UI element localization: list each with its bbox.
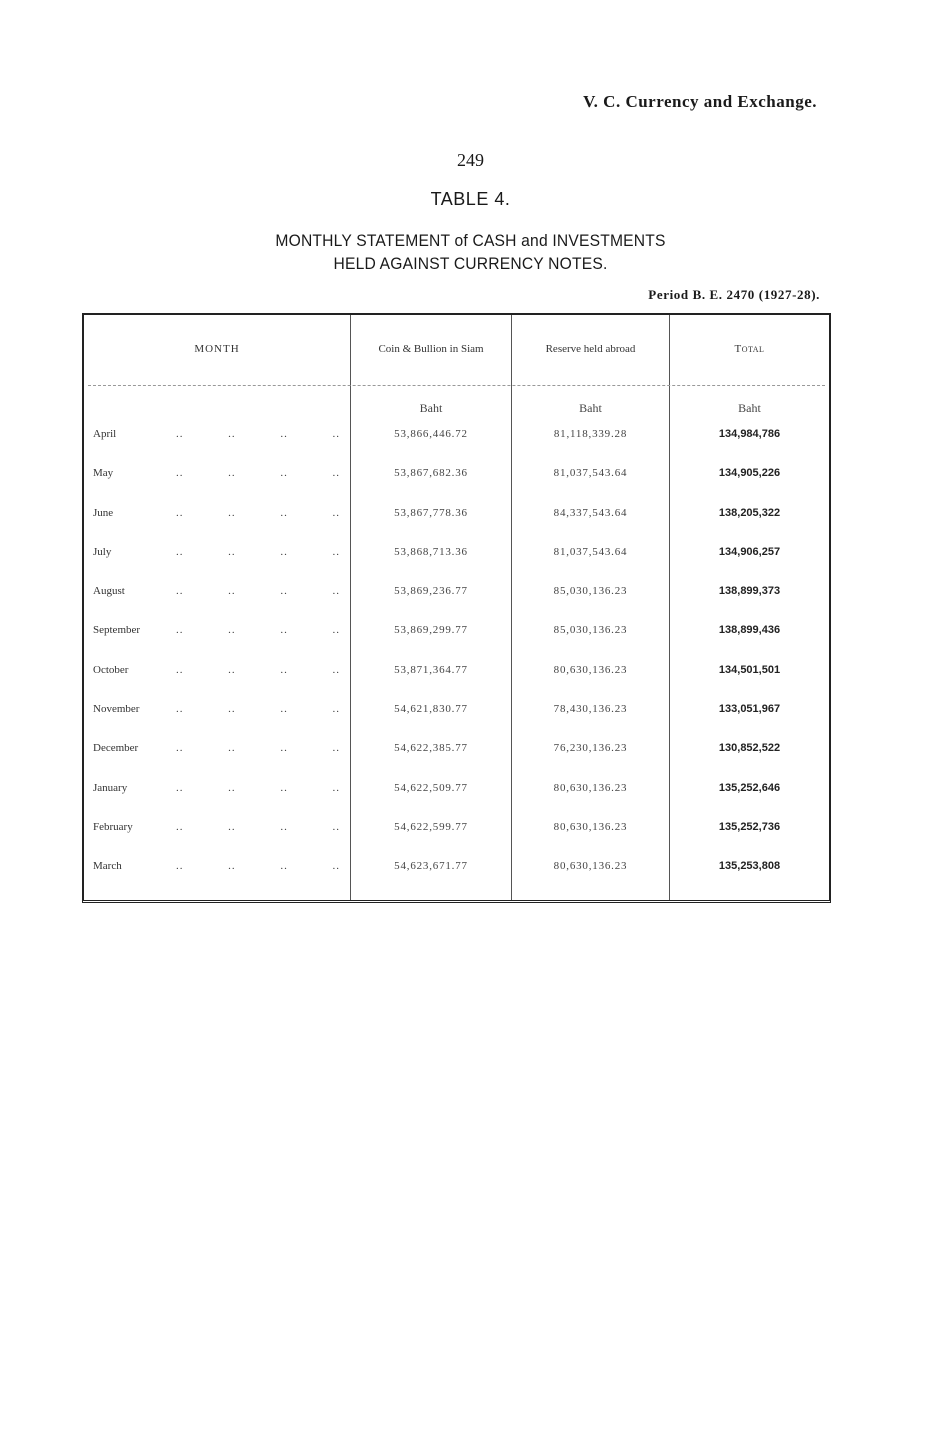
leader-dots: .. .. .. .. — [176, 428, 340, 440]
coin-cell: 53,868,713.36 — [394, 545, 468, 558]
reserve-cell: 80,630,136.23 — [553, 820, 628, 833]
coin-cell: 54,622,599.77 — [394, 820, 468, 833]
month-cell: June — [93, 506, 114, 519]
total-cell: 134,501,501 — [718, 663, 781, 676]
leader-dots: .. .. .. .. — [176, 742, 340, 755]
table-row — [84, 463, 829, 502]
coin-cell: 53,866,446.72 — [394, 428, 468, 440]
leader-dots: .. .. .. .. — [176, 703, 340, 716]
reserve-cell: 81,118,339.28 — [553, 428, 628, 440]
leader-dots: .. .. .. .. — [176, 467, 340, 480]
coin-cell: 53,869,299.77 — [394, 624, 468, 637]
header-divider — [88, 385, 825, 386]
unit-label-total: Baht — [738, 401, 761, 415]
total-cell: 133,051,967 — [718, 703, 781, 716]
column-header-coin: Coin & Bullion in Siam — [378, 343, 484, 355]
subtitle-line-1: MONTHLY STATEMENT of CASH and INVESTMENTS — [275, 231, 666, 250]
column-header-total: Total — [734, 343, 765, 355]
column-header-reserve: Reserve held abroad — [545, 343, 636, 355]
table-title: TABLE 4. — [430, 189, 511, 209]
reserve-cell: 84,337,543.64 — [553, 506, 628, 519]
coin-cell: 53,871,364.77 — [394, 663, 468, 676]
reserve-cell: 78,430,136.23 — [553, 703, 628, 716]
coin-cell: 54,621,830.77 — [394, 703, 468, 716]
leader-dots: .. .. .. .. — [176, 820, 340, 833]
month-cell: December — [93, 742, 139, 755]
month-cell: May — [93, 467, 114, 480]
table-row — [84, 778, 829, 817]
table-row — [84, 856, 829, 895]
month-cell: September — [93, 624, 141, 637]
leader-dots: .. .. .. .. — [176, 781, 340, 794]
coin-cell: 54,622,509.77 — [394, 781, 468, 794]
total-cell: 138,205,322 — [718, 506, 781, 519]
leader-dots: .. .. .. .. — [176, 663, 340, 676]
subtitle-line-2: HELD AGAINST CURRENCY NOTES. — [333, 254, 608, 273]
table-row — [84, 424, 829, 463]
table-row — [84, 503, 829, 542]
unit-label-reserve: Baht — [579, 401, 602, 415]
coin-cell: 53,867,682.36 — [394, 467, 468, 480]
coin-cell: 53,867,778.36 — [394, 506, 468, 519]
table-row — [84, 738, 829, 777]
month-cell: August — [93, 585, 125, 598]
total-cell: 138,899,436 — [718, 624, 781, 637]
month-cell: January — [93, 781, 128, 794]
reserve-cell: 85,030,136.23 — [553, 585, 628, 598]
table-row — [84, 817, 829, 856]
total-cell: 130,852,522 — [718, 742, 781, 755]
leader-dots: .. .. .. .. — [176, 506, 340, 519]
period-label: Period B. E. 2470 (1927-28). — [648, 287, 820, 302]
table-row — [84, 542, 829, 581]
reserve-cell: 76,230,136.23 — [553, 742, 628, 755]
month-cell: July — [93, 545, 112, 558]
leader-dots: .. .. .. .. — [176, 624, 340, 637]
table-row — [84, 660, 829, 699]
leader-dots: .. .. .. .. — [176, 860, 340, 873]
table-row — [84, 581, 829, 620]
month-cell: April — [93, 428, 117, 440]
total-cell: 134,905,226 — [718, 467, 781, 480]
month-cell: February — [93, 820, 133, 833]
total-cell: 134,984,786 — [718, 428, 781, 440]
page-number: 249 — [457, 150, 484, 170]
reserve-cell: 80,630,136.23 — [553, 663, 628, 676]
coin-cell: 53,869,236.77 — [394, 585, 468, 598]
reserve-cell: 81,037,543.64 — [553, 545, 628, 558]
reserve-cell: 81,037,543.64 — [553, 467, 628, 480]
month-cell: November — [93, 703, 140, 716]
leader-dots: .. .. .. .. — [176, 545, 340, 558]
section-header: V. C. Currency and Exchange. — [583, 92, 817, 111]
table-row — [84, 620, 829, 659]
reserve-cell: 80,630,136.23 — [553, 781, 628, 794]
table-subtitle — [38, 229, 904, 275]
total-cell: 138,899,373 — [718, 585, 781, 598]
total-cell: 135,252,736 — [718, 820, 781, 833]
statement-table — [82, 313, 831, 903]
coin-cell: 54,622,385.77 — [394, 742, 468, 755]
month-cell: October — [93, 663, 129, 676]
reserve-cell: 80,630,136.23 — [553, 860, 628, 873]
column-header-month: MONTH — [194, 343, 240, 355]
total-cell: 134,906,257 — [718, 545, 781, 558]
table-row — [84, 699, 829, 738]
month-cell: March — [93, 860, 122, 873]
total-cell: 135,253,808 — [718, 860, 781, 873]
unit-label-coin: Baht — [419, 401, 443, 415]
table-body — [84, 424, 829, 896]
total-cell: 135,252,646 — [718, 781, 781, 794]
reserve-cell: 85,030,136.23 — [553, 624, 628, 637]
coin-cell: 54,623,671.77 — [394, 860, 468, 873]
leader-dots: .. .. .. .. — [176, 585, 340, 598]
